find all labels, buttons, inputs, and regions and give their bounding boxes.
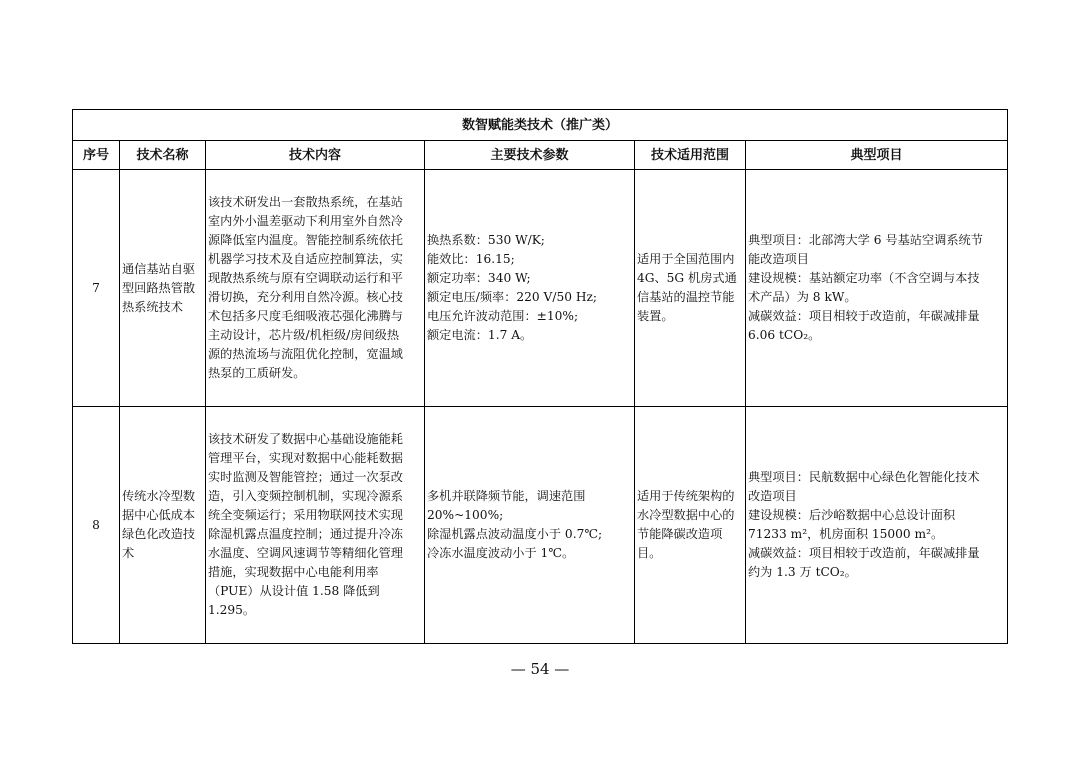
row-typical-project <box>746 170 1008 407</box>
scope-line: 适用于传统架构的 <box>637 489 735 503</box>
param-line: 换热系数：530 W/K; <box>427 233 545 247</box>
scope-line: 目。 <box>637 546 662 560</box>
content-line: 热泵的工质研发。 <box>208 366 306 380</box>
name-line: 术 <box>122 546 135 560</box>
content-line: 源降低室内温度。智能控制系统依托 <box>208 233 403 247</box>
row-tech-params <box>425 407 635 644</box>
row-tech-content <box>206 407 425 644</box>
content-line: 术包括多尺度毛细吸液芯强化沸腾与 <box>208 309 403 323</box>
row-seq: 7 <box>73 170 120 407</box>
row-tech-name <box>120 407 206 644</box>
row-tech-content <box>206 170 425 407</box>
project-line: 建设规模：后沙峪数据中心总设计面积 <box>748 508 956 522</box>
table-header-row <box>73 141 1008 170</box>
project-line: 典型项目：北部湾大学 6 号基站空调系统节 <box>748 233 983 247</box>
content-line: 管理平台，实现对数据中心能耗数据 <box>208 451 403 465</box>
content-line: 统全变频运行；采用物联网技术实现 <box>208 508 403 522</box>
project-line: 典型项目：民航数据中心绿色化智能化技术 <box>748 470 980 484</box>
project-line: 能改造项目 <box>748 252 809 266</box>
project-line: 约为 1.3 万 tCO₂。 <box>748 565 857 579</box>
param-line: 20%~100%; <box>427 508 504 522</box>
row-tech-scope <box>635 407 746 644</box>
content-line: 源的热流场与流阻优化控制，宽温域 <box>208 347 403 361</box>
row-tech-name <box>120 170 206 407</box>
content-line: 水温度、空调风速调节等精细化管理 <box>208 546 403 560</box>
scope-line: 节能降碳改造项 <box>637 527 723 541</box>
header-scope: 技术适用范围 <box>635 141 746 170</box>
name-line: 热系统技术 <box>122 299 183 314</box>
content-line: （PUE）从设计值 1.58 降低到 <box>208 584 380 598</box>
content-line: 该技术研发了数据中心基础设施能耗 <box>208 432 403 446</box>
scope-line: 水冷型数据中心的 <box>637 508 735 522</box>
project-line: 术产品）为 8 kW。 <box>748 290 857 304</box>
technology-table <box>72 109 1008 644</box>
name-line: 绿色化改造技 <box>122 527 196 541</box>
param-line: 冷冻水温度波动小于 1℃。 <box>427 546 575 560</box>
name-line: 型回路热管散 <box>122 280 196 295</box>
row-tech-params <box>425 170 635 407</box>
page-number: — 54 — <box>510 660 570 678</box>
header-seq: 序号 <box>73 141 120 170</box>
table-title: 数智赋能类技术（推广类） <box>73 110 1008 141</box>
row-typical-project <box>746 407 1008 644</box>
param-line: 除湿机露点波动温度小于 0.7℃; <box>427 527 603 541</box>
project-line: 改造项目 <box>748 489 797 503</box>
table-title-row <box>73 110 1008 141</box>
content-line: 除湿机露点温度控制；通过提升冷冻 <box>208 527 403 541</box>
project-line: 6.06 tCO₂。 <box>748 328 821 342</box>
scope-line: 适用于全国范围内 <box>637 252 735 266</box>
content-line: 滑切换，充分利用自然冷源。核心技 <box>208 290 403 304</box>
content-line: 措施，实现数据中心电能利用率 <box>208 565 379 579</box>
header-content: 技术内容 <box>206 141 425 170</box>
content-line: 室内外小温差驱动下利用室外自然冷 <box>208 214 403 228</box>
content-line: 实时监测及智能管控；通过一次泵改 <box>208 470 403 484</box>
param-line: 额定电压/频率：220 V/50 Hz; <box>427 290 598 304</box>
name-line: 传统水冷型数 <box>122 489 196 503</box>
param-line: 电压允许波动范围：±10%; <box>427 309 579 323</box>
param-line: 多机并联降频节能，调速范围 <box>427 489 586 503</box>
name-line: 通信基站自驱 <box>122 261 196 276</box>
row-tech-scope <box>635 170 746 407</box>
row-seq: 8 <box>73 407 120 644</box>
param-line: 能效比：16.15; <box>427 252 515 266</box>
content-line: 1.295。 <box>208 603 256 617</box>
project-line: 减碳效益：项目相较于改造前，年碳减排量 <box>748 309 980 323</box>
content-line: 该技术研发出一套散热系统，在基站 <box>208 195 403 209</box>
content-line: 造，引入变频控制机制，实现冷源系 <box>208 489 403 503</box>
table-row <box>73 407 1008 644</box>
header-name: 技术名称 <box>120 141 206 170</box>
param-line: 额定电流：1.7 A。 <box>427 328 533 342</box>
content-line: 主动设计，芯片级/机柜级/房间级热 <box>208 328 400 342</box>
scope-line: 4G、5G 机房式通 <box>637 271 737 285</box>
content-line: 机器学习技术及自适应控制算法，实 <box>208 252 403 266</box>
param-line: 额定功率：340 W; <box>427 271 531 285</box>
project-line: 71233 m²，机房面积 15000 m²。 <box>748 527 944 541</box>
table-row <box>73 170 1008 407</box>
scope-line: 装置。 <box>637 309 674 323</box>
project-line: 减碳效益：项目相较于改造前，年碳减排量 <box>748 546 980 560</box>
header-params: 主要技术参数 <box>425 141 635 170</box>
header-project: 典型项目 <box>746 141 1008 170</box>
name-line: 据中心低成本 <box>122 508 196 522</box>
project-line: 建设规模：基站额定功率（不含空调与本技 <box>748 271 980 285</box>
scope-line: 信基站的温控节能 <box>637 290 735 304</box>
content-line: 现散热系统与原有空调联动运行和平 <box>208 271 403 285</box>
